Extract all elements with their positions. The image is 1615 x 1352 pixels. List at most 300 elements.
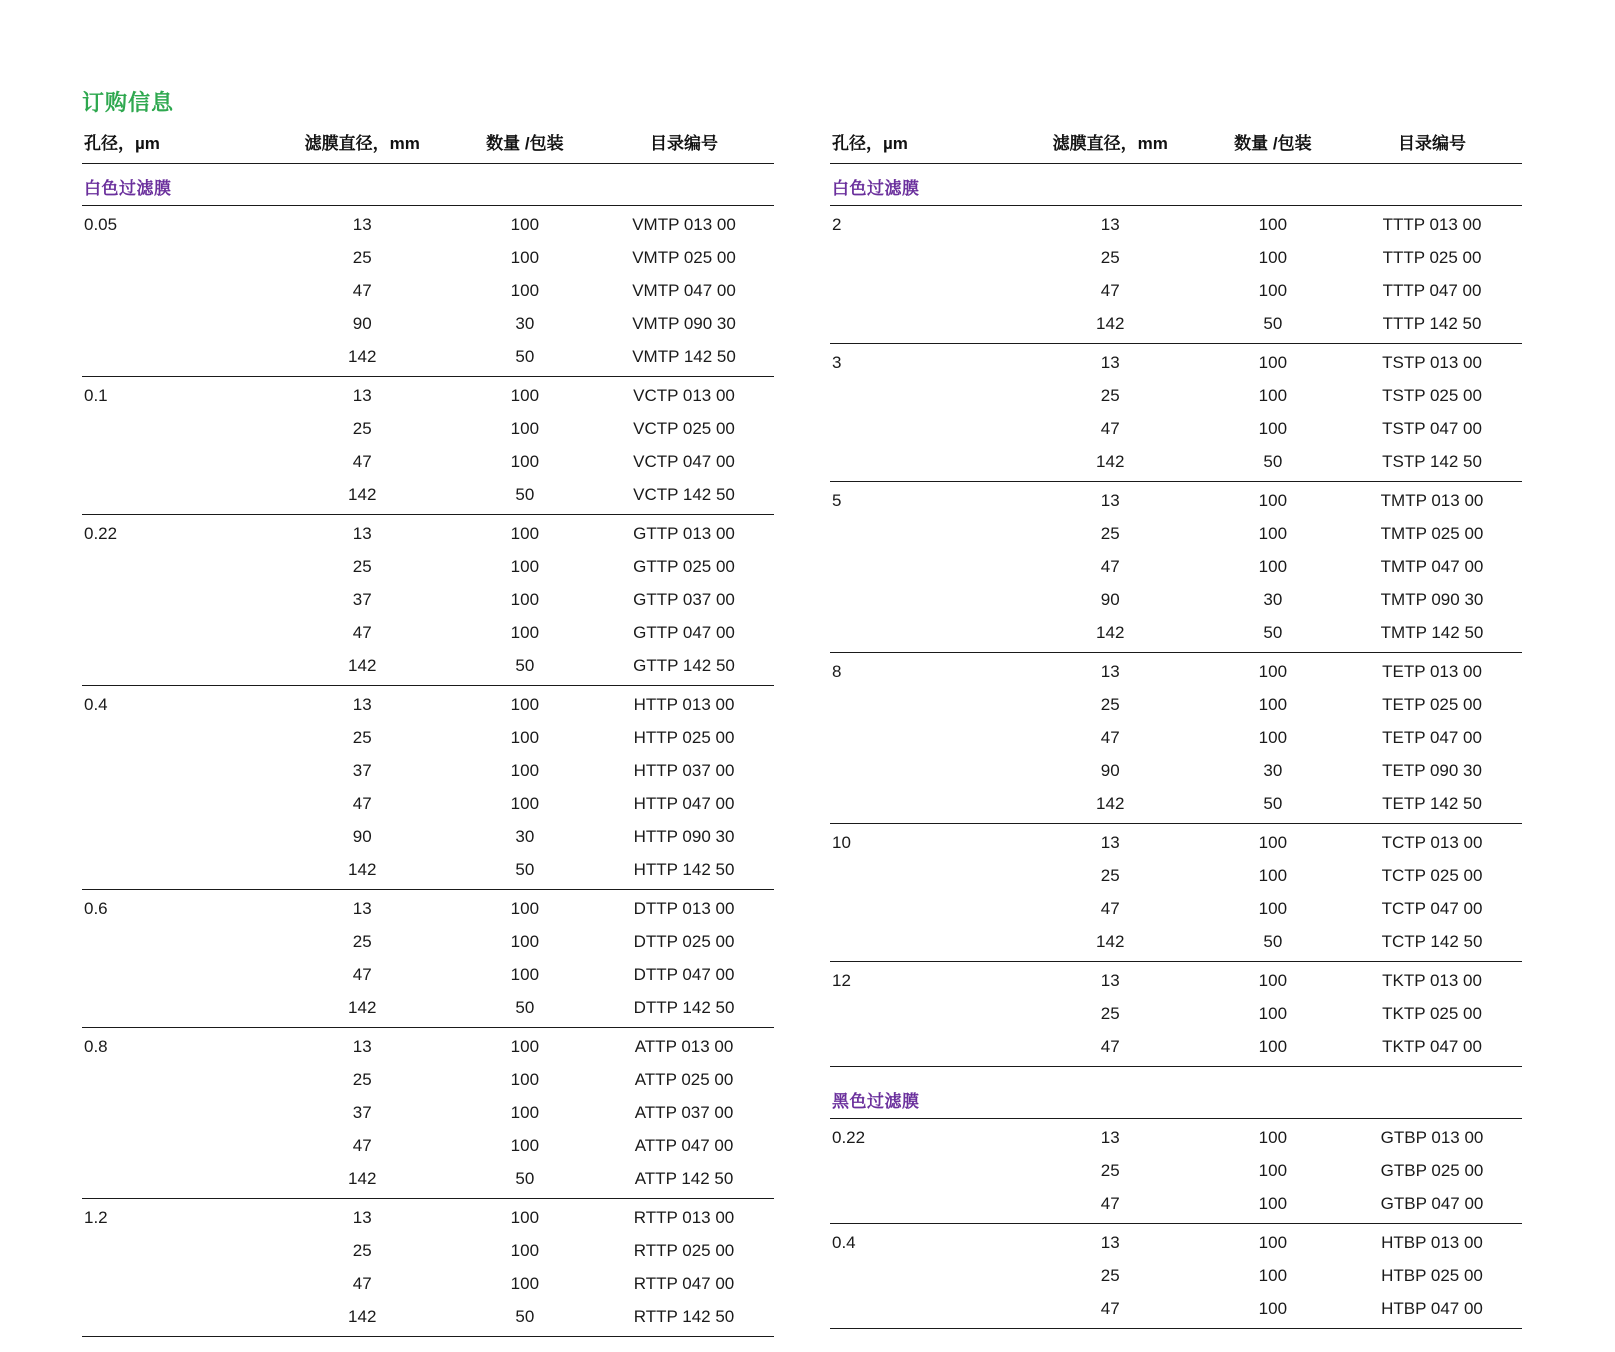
cell-pore-size	[82, 242, 269, 275]
table-row	[830, 482, 1522, 518]
cell-diameter: 13	[352, 524, 372, 543]
cell-quantity: 100	[510, 1208, 540, 1227]
cell-catalog-number: TETP 013 00	[1382, 662, 1482, 681]
cell-pore-size	[82, 854, 269, 890]
cell-pore-size	[830, 722, 1017, 755]
cell-diameter: 37	[352, 1103, 372, 1122]
cell-catalog-number: TCTP 142 50	[1342, 926, 1522, 962]
cell-diameter: 25	[1100, 1266, 1120, 1285]
cell-pore-size	[830, 413, 1017, 446]
spacer-cell	[830, 1067, 1522, 1078]
cell-catalog-number: TMTP 047 00	[1380, 557, 1484, 576]
cell-pore-size	[82, 584, 269, 617]
cell-diameter: 13	[1100, 833, 1120, 852]
cell-diameter: 47	[1100, 899, 1120, 918]
cell-diameter: 47	[1100, 419, 1120, 438]
cell-quantity: 100	[1258, 248, 1288, 267]
cell-quantity: 30	[1263, 590, 1283, 609]
cell-diameter: 25	[1100, 1161, 1120, 1180]
cell-diameter: 142	[1017, 617, 1204, 653]
cell-catalog-number: TSTP 025 00	[1382, 386, 1482, 405]
table-row	[82, 551, 774, 584]
cell-catalog-number: TETP 025 00	[1382, 695, 1482, 714]
cell-pore-size	[82, 1301, 269, 1337]
cell-catalog-number: ATTP 025 00	[634, 1070, 734, 1089]
cell-diameter: 142	[1017, 308, 1204, 344]
cell-catalog-number: GTBP 025 00	[1380, 1161, 1484, 1180]
cell-pore-size: 0.6	[84, 899, 108, 918]
cell-quantity: 50	[1204, 617, 1342, 653]
cell-quantity: 100	[1258, 899, 1288, 918]
table-row	[830, 689, 1522, 722]
left-column	[82, 127, 774, 1337]
cell-catalog-number: VCTP 025 00	[633, 419, 735, 438]
cell-pore-size	[830, 1260, 1017, 1293]
cell-pore-size	[830, 998, 1017, 1031]
table-row	[82, 1199, 774, 1235]
cell-diameter: 47	[352, 1274, 372, 1293]
column-header-pore-size: 孔径，µm	[82, 127, 269, 164]
table-row	[82, 479, 774, 515]
cell-catalog-number: DTTP 013 00	[633, 899, 735, 918]
cell-quantity: 100	[510, 281, 540, 300]
table-row	[82, 854, 774, 890]
table-row	[82, 1235, 774, 1268]
cell-pore-size: 10	[832, 833, 851, 852]
cell-diameter: 47	[352, 623, 372, 642]
table-row	[830, 962, 1522, 998]
table-row	[830, 1155, 1522, 1188]
page-title: 订购信息	[82, 90, 175, 115]
cell-quantity: 100	[1258, 386, 1288, 405]
cell-pore-size	[82, 275, 269, 308]
cell-quantity: 100	[510, 623, 540, 642]
cell-diameter: 25	[1100, 248, 1120, 267]
cell-pore-size: 8	[832, 662, 842, 681]
cell-quantity: 50	[456, 1301, 594, 1337]
cell-catalog-number: DTTP 025 00	[633, 932, 735, 951]
cell-catalog-number: HTTP 142 50	[594, 854, 774, 890]
table-row	[82, 242, 774, 275]
cell-pore-size: 0.22	[84, 524, 118, 543]
cell-pore-size	[830, 617, 1017, 653]
cell-quantity: 100	[1258, 419, 1288, 438]
cell-diameter: 47	[352, 452, 372, 471]
cell-pore-size	[82, 1064, 269, 1097]
cell-catalog-number: HTTP 037 00	[633, 761, 735, 780]
cell-catalog-number: ATTP 047 00	[634, 1136, 734, 1155]
table-row	[82, 722, 774, 755]
table-row	[830, 1188, 1522, 1224]
cell-quantity: 100	[510, 899, 540, 918]
cell-catalog-number: RTTP 047 00	[633, 1274, 735, 1293]
table-row	[830, 788, 1522, 824]
cell-catalog-number: VMTP 142 50	[594, 341, 774, 377]
cell-quantity: 30	[515, 827, 535, 846]
cell-catalog-number: HTTP 047 00	[633, 794, 735, 813]
cell-pore-size	[82, 479, 269, 515]
cell-pore-size: 2	[832, 215, 842, 234]
cell-pore-size	[82, 926, 269, 959]
cell-diameter: 47	[1100, 557, 1120, 576]
table-row	[82, 1028, 774, 1064]
table-row	[830, 755, 1522, 788]
cell-diameter: 13	[352, 215, 372, 234]
table-row	[830, 1224, 1522, 1260]
cell-diameter: 25	[352, 1241, 372, 1260]
cell-pore-size	[830, 1188, 1017, 1224]
table-row	[82, 1097, 774, 1130]
cell-diameter: 47	[1100, 281, 1120, 300]
table-body-left	[82, 164, 774, 1337]
cell-diameter: 47	[1017, 1031, 1204, 1067]
cell-quantity: 100	[510, 932, 540, 951]
section-header-row	[830, 164, 1522, 206]
cell-quantity: 50	[456, 1163, 594, 1199]
cell-catalog-number: DTTP 047 00	[633, 965, 735, 984]
cell-catalog-number: VMTP 090 30	[632, 314, 736, 333]
cell-quantity: 100	[510, 1241, 540, 1260]
cell-quantity: 100	[510, 386, 540, 405]
cell-pore-size	[82, 650, 269, 686]
cell-catalog-number: GTTP 025 00	[633, 557, 735, 576]
table-row	[830, 1119, 1522, 1155]
cell-pore-size	[830, 755, 1017, 788]
cell-pore-size	[830, 893, 1017, 926]
section-spacer	[830, 1067, 1522, 1078]
cell-quantity: 50	[1204, 788, 1342, 824]
table-row	[82, 1301, 774, 1337]
cell-catalog-number: VMTP 025 00	[632, 248, 736, 267]
section-label: 黑色过滤膜	[832, 1092, 920, 1111]
cell-diameter: 13	[1100, 662, 1120, 681]
table-row	[82, 992, 774, 1028]
cell-pore-size: 5	[832, 491, 842, 510]
table-row	[830, 242, 1522, 275]
cell-quantity: 100	[1258, 1128, 1288, 1147]
table-row	[830, 275, 1522, 308]
cell-catalog-number: GTBP 047 00	[1342, 1188, 1522, 1224]
section-header-cell	[82, 164, 774, 206]
cell-pore-size	[82, 722, 269, 755]
cell-pore-size	[830, 275, 1017, 308]
cell-diameter: 142	[269, 1301, 456, 1337]
cell-pore-size: 1.2	[84, 1208, 108, 1227]
cell-diameter: 90	[352, 314, 372, 333]
header-row	[830, 127, 1522, 164]
cell-quantity: 100	[510, 761, 540, 780]
cell-catalog-number: TCTP 047 00	[1381, 899, 1483, 918]
cell-diameter: 142	[269, 854, 456, 890]
table-row	[82, 650, 774, 686]
cell-pore-size	[830, 1155, 1017, 1188]
cell-catalog-number: HTTP 013 00	[633, 695, 735, 714]
cell-quantity: 100	[510, 1037, 540, 1056]
cell-diameter: 13	[352, 899, 372, 918]
cell-diameter: 25	[1100, 386, 1120, 405]
cell-catalog-number: RTTP 013 00	[633, 1208, 735, 1227]
cell-pore-size: 0.8	[84, 1037, 108, 1056]
ordering-table-left	[82, 127, 774, 1337]
cell-diameter: 37	[352, 761, 372, 780]
cell-catalog-number: TETP 090 30	[1382, 761, 1482, 780]
cell-quantity: 100	[1258, 1233, 1288, 1252]
table-row	[82, 788, 774, 821]
cell-quantity: 30	[1263, 761, 1283, 780]
table-row	[830, 308, 1522, 344]
table-row	[82, 959, 774, 992]
table-row	[82, 1163, 774, 1199]
cell-diameter: 13	[1100, 215, 1120, 234]
cell-quantity: 100	[1258, 353, 1288, 372]
cell-catalog-number: ATTP 142 50	[594, 1163, 774, 1199]
cell-diameter: 142	[269, 341, 456, 377]
cell-catalog-number: HTTP 025 00	[633, 728, 735, 747]
cell-pore-size	[82, 1235, 269, 1268]
cell-diameter: 25	[352, 932, 372, 951]
cell-catalog-number: DTTP 142 50	[594, 992, 774, 1028]
table-header-left	[82, 127, 774, 164]
cell-catalog-number: RTTP 025 00	[633, 1241, 735, 1260]
cell-catalog-number: TMTP 013 00	[1380, 491, 1484, 510]
cell-catalog-number: TTTP 142 50	[1342, 308, 1522, 344]
cell-catalog-number: VCTP 013 00	[633, 386, 735, 405]
cell-pore-size	[830, 380, 1017, 413]
cell-diameter: 25	[352, 728, 372, 747]
table-row	[830, 653, 1522, 689]
cell-catalog-number: VMTP 013 00	[632, 215, 736, 234]
cell-pore-size	[830, 926, 1017, 962]
table-row	[82, 926, 774, 959]
cell-pore-size: 0.4	[832, 1233, 856, 1252]
table-row	[82, 617, 774, 650]
ordering-table-right	[830, 127, 1522, 1329]
column-header-diameter: 滤膜直径，mm	[1017, 127, 1204, 164]
cell-diameter: 13	[1100, 491, 1120, 510]
cell-quantity: 100	[1258, 1161, 1288, 1180]
cell-quantity: 100	[510, 452, 540, 471]
cell-quantity: 100	[1258, 557, 1288, 576]
table-row	[82, 1064, 774, 1097]
cell-catalog-number: TCTP 025 00	[1381, 866, 1483, 885]
cell-diameter: 13	[352, 386, 372, 405]
cell-diameter: 47	[352, 1136, 372, 1155]
cell-quantity: 50	[456, 341, 594, 377]
cell-diameter: 47	[1100, 728, 1120, 747]
cell-quantity: 100	[510, 695, 540, 714]
cell-pore-size	[82, 1268, 269, 1301]
cell-pore-size	[82, 551, 269, 584]
column-header-catalog: 目录编号	[594, 127, 774, 164]
cell-diameter: 25	[352, 557, 372, 576]
section-label: 白色过滤膜	[84, 179, 172, 198]
cell-catalog-number: GTTP 047 00	[633, 623, 735, 642]
cell-diameter: 37	[352, 590, 372, 609]
table-row	[830, 998, 1522, 1031]
cell-quantity: 100	[510, 248, 540, 267]
cell-catalog-number: TKTP 047 00	[1342, 1031, 1522, 1067]
cell-pore-size: 0.22	[832, 1128, 866, 1147]
table-row	[830, 1260, 1522, 1293]
cell-pore-size: 0.1	[84, 386, 108, 405]
cell-diameter: 13	[1100, 1233, 1120, 1252]
table-row	[830, 824, 1522, 860]
cell-quantity: 50	[1204, 446, 1342, 482]
cell-catalog-number: TMTP 090 30	[1380, 590, 1484, 609]
cell-catalog-number: TMTP 025 00	[1380, 524, 1484, 543]
cell-diameter: 142	[1017, 446, 1204, 482]
section-header-cell	[830, 164, 1522, 206]
column-header-pore-size: 孔径，µm	[830, 127, 1017, 164]
cell-diameter: 25	[1100, 1004, 1120, 1023]
cell-quantity: 100	[1258, 215, 1288, 234]
cell-diameter: 13	[352, 1208, 372, 1227]
table-row	[82, 1130, 774, 1163]
cell-diameter: 13	[1100, 971, 1120, 990]
table-row	[830, 1031, 1522, 1067]
column-header-catalog: 目录编号	[1342, 127, 1522, 164]
cell-pore-size	[82, 788, 269, 821]
header-row	[82, 127, 774, 164]
cell-catalog-number: TCTP 013 00	[1381, 833, 1483, 852]
cell-pore-size	[82, 308, 269, 341]
cell-quantity: 100	[1258, 833, 1288, 852]
table-row	[830, 551, 1522, 584]
cell-quantity: 100	[1258, 866, 1288, 885]
table-row	[82, 686, 774, 722]
cell-pore-size	[830, 1031, 1017, 1067]
cell-diameter: 25	[1100, 695, 1120, 714]
column-header-diameter: 滤膜直径，mm	[269, 127, 456, 164]
table-body-right	[830, 164, 1522, 1329]
cell-diameter: 142	[269, 650, 456, 686]
cell-pore-size	[830, 584, 1017, 617]
cell-pore-size	[82, 1130, 269, 1163]
table-row	[82, 890, 774, 926]
cell-catalog-number: ATTP 013 00	[634, 1037, 734, 1056]
table-row	[830, 380, 1522, 413]
cell-quantity: 100	[510, 557, 540, 576]
cell-quantity: 50	[456, 650, 594, 686]
cell-pore-size	[82, 1097, 269, 1130]
cell-catalog-number: TSTP 013 00	[1382, 353, 1482, 372]
cell-quantity: 100	[510, 1136, 540, 1155]
table-header-right	[830, 127, 1522, 164]
cell-quantity: 100	[510, 1070, 540, 1089]
cell-pore-size	[830, 1293, 1017, 1329]
cell-diameter: 142	[269, 479, 456, 515]
cell-diameter: 25	[1100, 524, 1120, 543]
right-column	[830, 127, 1522, 1329]
column-header-quantity: 数量 /包装	[456, 127, 594, 164]
cell-catalog-number: GTBP 013 00	[1380, 1128, 1484, 1147]
cell-quantity: 100	[510, 728, 540, 747]
cell-pore-size	[830, 242, 1017, 275]
table-row	[830, 584, 1522, 617]
cell-quantity: 100	[1204, 1293, 1342, 1329]
cell-quantity: 100	[510, 215, 540, 234]
cell-pore-size	[82, 617, 269, 650]
cell-quantity: 30	[515, 314, 535, 333]
cell-quantity: 100	[510, 794, 540, 813]
cell-quantity: 100	[510, 1274, 540, 1293]
cell-diameter: 13	[1100, 1128, 1120, 1147]
cell-catalog-number: GTTP 037 00	[633, 590, 735, 609]
table-row	[830, 206, 1522, 242]
cell-quantity: 100	[510, 524, 540, 543]
cell-catalog-number: VCTP 142 50	[594, 479, 774, 515]
cell-diameter: 13	[352, 1037, 372, 1056]
cell-catalog-number: HTBP 047 00	[1342, 1293, 1522, 1329]
cell-quantity: 100	[510, 965, 540, 984]
table-row	[830, 893, 1522, 926]
cell-diameter: 47	[352, 281, 372, 300]
cell-catalog-number: TKTP 013 00	[1382, 971, 1482, 990]
cell-pore-size	[82, 446, 269, 479]
cell-quantity: 50	[456, 854, 594, 890]
cell-diameter: 142	[269, 992, 456, 1028]
cell-catalog-number: HTBP 025 00	[1381, 1266, 1483, 1285]
cell-catalog-number: TETP 142 50	[1342, 788, 1522, 824]
cell-pore-size: 0.4	[84, 695, 108, 714]
cell-quantity: 100	[1258, 728, 1288, 747]
ordering-tables-container	[82, 127, 1535, 1337]
cell-pore-size: 0.05	[84, 215, 118, 234]
cell-diameter: 47	[1017, 1293, 1204, 1329]
cell-quantity: 50	[1204, 926, 1342, 962]
cell-diameter: 90	[1100, 590, 1120, 609]
table-row	[830, 518, 1522, 551]
cell-pore-size: 3	[832, 353, 842, 372]
cell-pore-size	[82, 1163, 269, 1199]
cell-quantity: 100	[510, 419, 540, 438]
table-row	[82, 206, 774, 242]
table-row	[830, 926, 1522, 962]
section-header-row	[830, 1077, 1522, 1119]
cell-quantity: 100	[510, 1103, 540, 1122]
cell-pore-size	[830, 860, 1017, 893]
cell-quantity: 100	[510, 590, 540, 609]
section-header-row	[82, 164, 774, 206]
table-row	[82, 755, 774, 788]
table-row	[82, 584, 774, 617]
cell-diameter: 25	[352, 248, 372, 267]
table-row	[830, 860, 1522, 893]
cell-quantity: 100	[1258, 1004, 1288, 1023]
table-row	[830, 617, 1522, 653]
cell-quantity: 100	[1258, 695, 1288, 714]
cell-quantity: 100	[1258, 662, 1288, 681]
cell-pore-size: 12	[832, 971, 851, 990]
cell-pore-size	[82, 992, 269, 1028]
cell-catalog-number: TSTP 047 00	[1382, 419, 1482, 438]
section-label: 白色过滤膜	[832, 179, 920, 198]
section-header-cell	[830, 1077, 1522, 1119]
cell-pore-size	[82, 755, 269, 788]
cell-pore-size	[830, 446, 1017, 482]
cell-quantity: 100	[1204, 1188, 1342, 1224]
table-row	[830, 1293, 1522, 1329]
column-header-quantity: 数量 /包装	[1204, 127, 1342, 164]
cell-quantity: 100	[1258, 491, 1288, 510]
cell-diameter: 142	[269, 1163, 456, 1199]
cell-pore-size	[830, 788, 1017, 824]
cell-catalog-number: TKTP 025 00	[1382, 1004, 1482, 1023]
cell-catalog-number: TTTP 013 00	[1382, 215, 1482, 234]
table-row	[82, 377, 774, 413]
cell-diameter: 142	[1017, 788, 1204, 824]
cell-catalog-number: GTTP 142 50	[594, 650, 774, 686]
